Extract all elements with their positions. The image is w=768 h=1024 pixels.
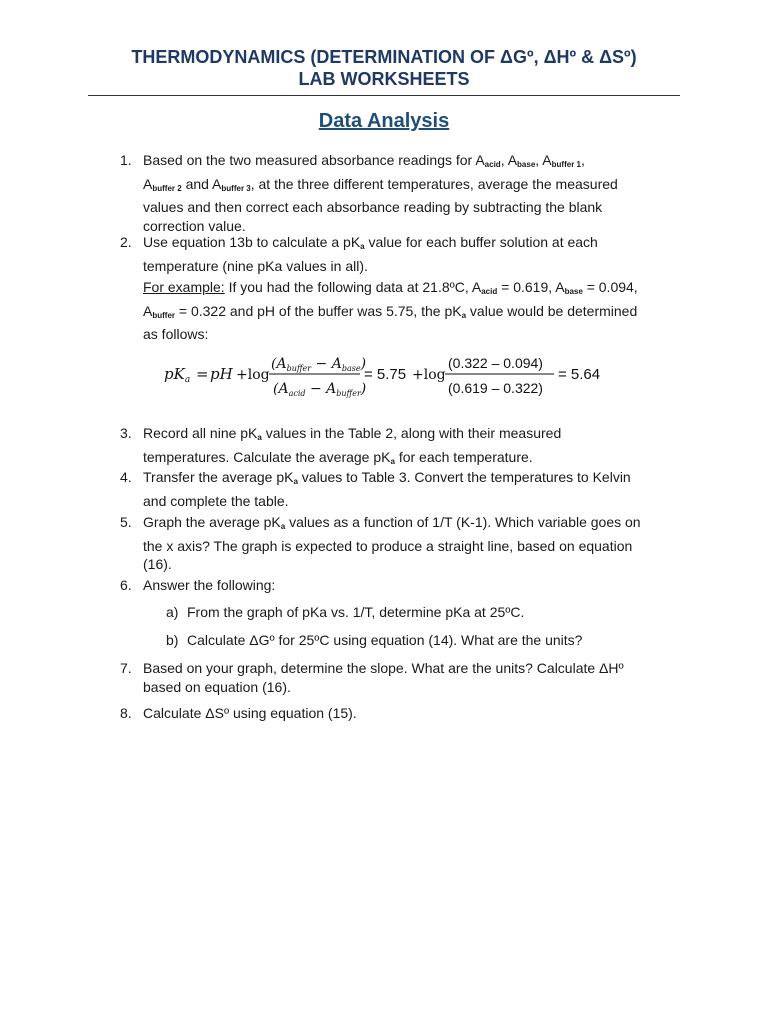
item-text: Based on the two measured absorbance readings for $A_{acid}$, $A_{base}$, $A_{buffer 1}$, $A_{buffer 2}$ and $A_{buffer 3}$, at the three different temperatures, average the measured values and then correct each absorbance reading by subtracting the blank correction value.: [143, 152, 618, 234]
svg-text:pKa: $pK_a$: [164, 365, 191, 385]
item-number: 4.: [120, 469, 132, 485]
eq-denominator-2: (0.619 – 0.322): [448, 380, 543, 396]
item-number: 8.: [120, 705, 132, 721]
header-divider: [88, 95, 680, 96]
item-text: Calculate ΔSº using equation (15).: [143, 705, 357, 721]
item-number: 2.: [120, 234, 132, 250]
sub-item-label: a): [166, 604, 179, 620]
item-number: 3.: [120, 425, 132, 441]
worked-example: For example: If you had the following data at 21.8ºC, $A_{acid} = 0.619$, $A_{base} = 0.094$, $A_{buffer} = 0.322$ and pH of the buffer was 5.75, the $pK_a$ value would be determined as follows:: [143, 279, 638, 342]
worksheet-header: [88, 46, 680, 90]
eq-log-2: +log: [412, 367, 446, 383]
section-title: Data Analysis: [318, 110, 450, 132]
item-number: 5.: [120, 514, 132, 530]
example-lead: For example:: [143, 279, 225, 295]
eq-numerator-1: $(A_{buffer} - A_{base})$: [271, 356, 367, 373]
eq-ph: pH: [210, 365, 233, 383]
eq-numerator-2: (0.322 – 0.094): [448, 355, 543, 371]
item-text: Record all nine $pK_a$ values in the Table 2, along with their measured temperatures. Calculate the average $pK_a$ for each temperature.: [143, 425, 562, 466]
item-number: 1.: [120, 152, 132, 168]
item-number: 7.: [120, 660, 132, 676]
eq-log-1: +log: [236, 367, 270, 383]
item-text: Answer the following:: [143, 577, 276, 593]
item-text: Graph the average $pK_a$ values as a function of 1/T (K-1). Which variable goes on the x axis? The graph is expected to produce a straight line, based on equation (16).: [143, 514, 641, 572]
item-text: Transfer the average $pK_a$ values to Table 3. Convert the temperatures to Kelvin and complete the table.: [143, 469, 631, 509]
sub-item-text: From the graph of pKa vs. 1/T, determine pKa at 25ºC.: [187, 604, 525, 620]
sub-item-text: Calculate ΔGº for 25ºC using equation (14). What are the units?: [187, 632, 583, 648]
eq-lhs: pK: [164, 365, 185, 383]
header-title-line2: LAB WORKSHEETS: [298, 69, 470, 89]
sub-item-label: b): [166, 632, 179, 648]
item-text: Based on your graph, determine the slope. What are the units? Calculate ΔHº based on equation (16).: [143, 660, 624, 695]
eq-value-ph: = 5.75: [364, 366, 407, 383]
item-text: Use equation 13b to calculate a $pK_a$ value for each buffer solution at each temperature (nine pKa values in all).: [143, 234, 598, 274]
item-number: 6.: [120, 577, 132, 593]
eq-equals-1: =: [196, 365, 209, 383]
pka-equation: [162, 348, 622, 402]
eq-denominator-1: $(A_{acid} - A_{buffer})$: [273, 381, 367, 398]
eq-result: = 5.64: [558, 366, 601, 383]
equation-graphic: [162, 348, 622, 402]
header-title-line1: THERMODYNAMICS (DETERMINATION OF ΔGº, ΔHº & ΔSº): [131, 47, 637, 67]
